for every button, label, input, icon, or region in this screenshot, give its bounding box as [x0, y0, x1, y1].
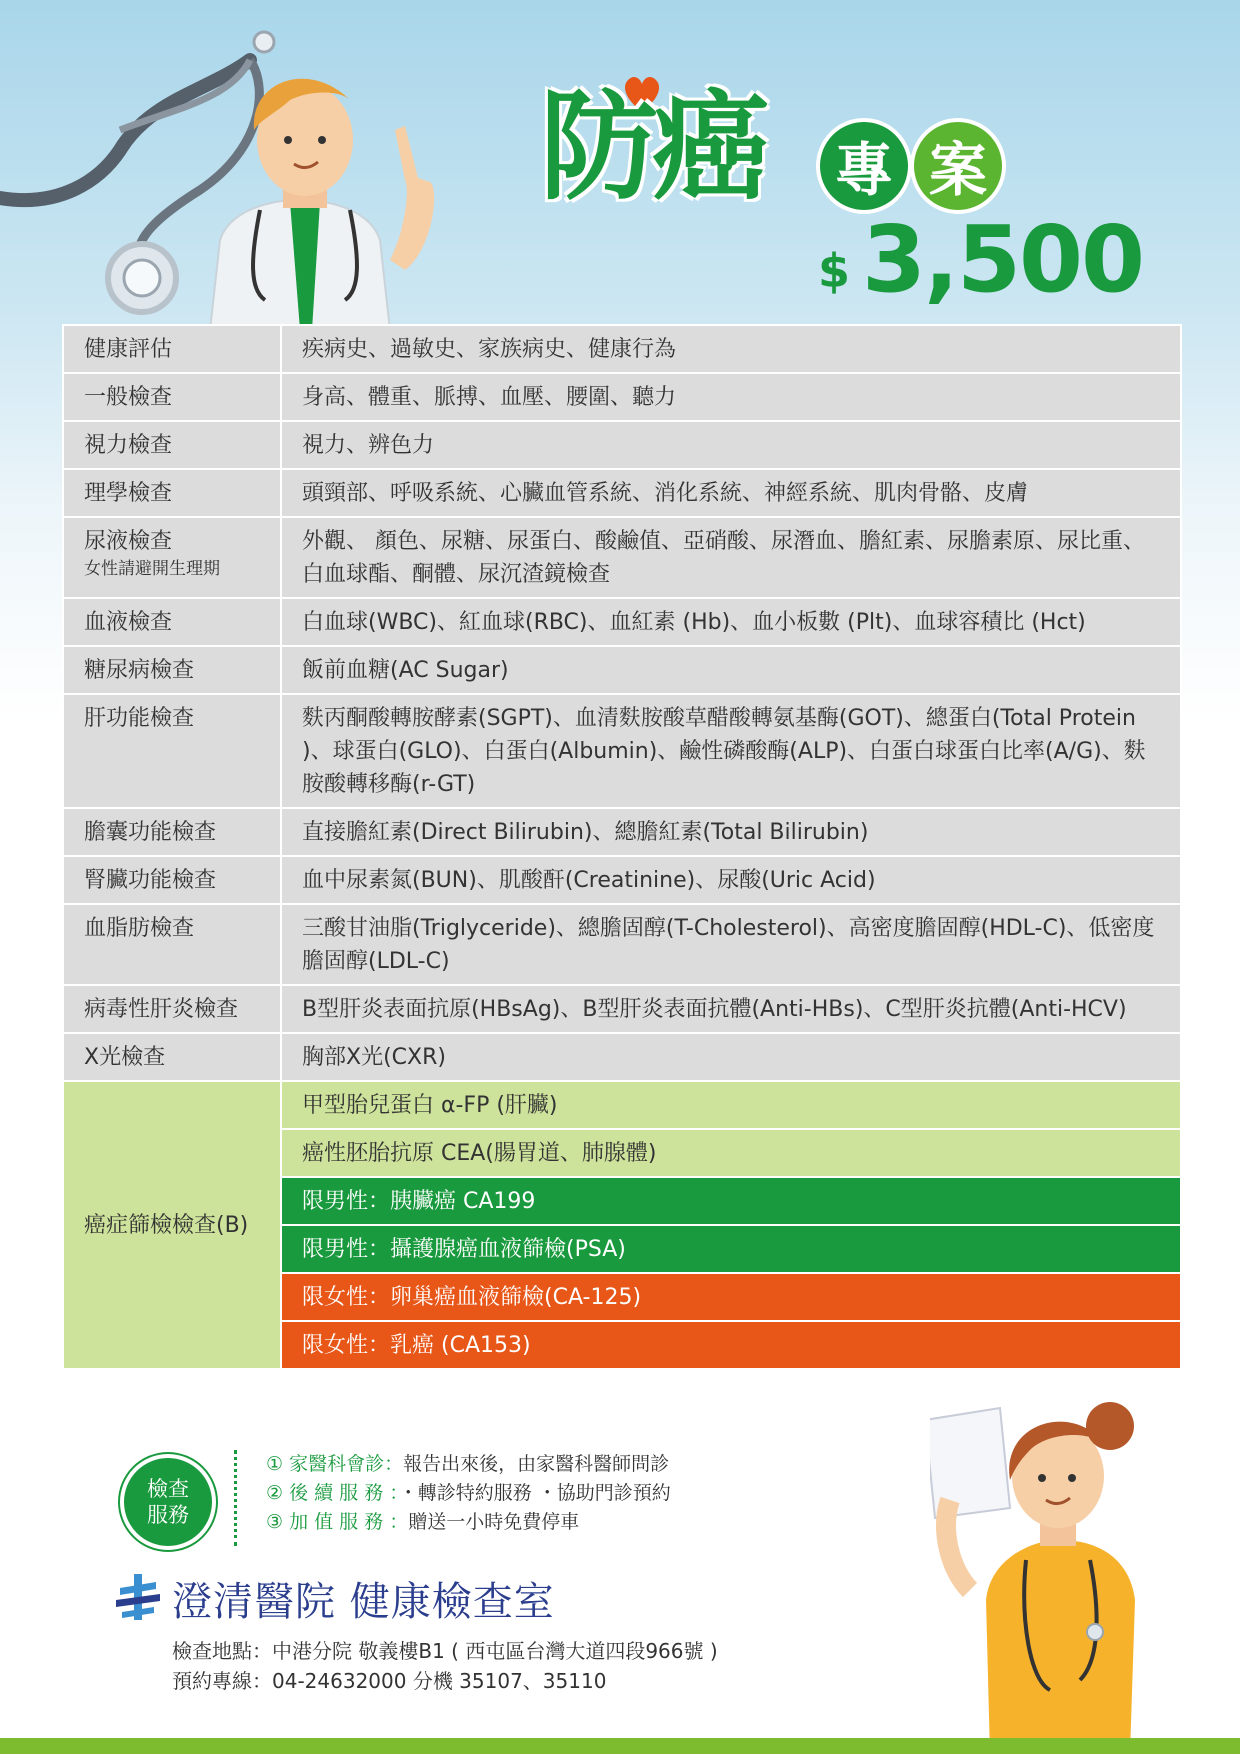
table-row	[63, 694, 1181, 808]
exam-category: 病毒性肝炎檢查	[63, 985, 281, 1033]
service-item: ① 家醫科會診：報告出來後，由家醫科醫師問診	[266, 1453, 670, 1475]
doctor-illustration	[190, 60, 480, 330]
nurse-illustration	[930, 1380, 1190, 1754]
service-item: ② 後 續 服 務 ：・轉診特約服務 ・協助門診預約	[266, 1482, 671, 1504]
exam-items: 疾病史、過敏史、家族病史、健康行為	[281, 325, 1181, 373]
exam-category: 血脂肪檢查	[63, 904, 281, 985]
exam-category: 一般檢查	[63, 373, 281, 421]
table-row	[63, 985, 1181, 1033]
table-row	[63, 808, 1181, 856]
address: 檢查地點：中港分院 敬義樓B1 ( 西屯區台灣大道四段966號 )	[172, 1639, 718, 1663]
table-row	[63, 598, 1181, 646]
exam-items: 飯前血糖(AC Sugar)	[281, 646, 1181, 694]
exam-category: 膽囊功能檢查	[63, 808, 281, 856]
cancer-item: 限男性：攝護腺癌血液篩檢(PSA)	[281, 1225, 1181, 1273]
hospital-logo-icon	[116, 1574, 160, 1620]
table-row	[63, 646, 1181, 694]
exam-items: 身高、體重、脈搏、血壓、腰圍、聽力	[281, 373, 1181, 421]
exam-items: 視力、辨色力	[281, 421, 1181, 469]
cancer-item: 限男性：胰臟癌 CA199	[281, 1177, 1181, 1225]
exam-items: 直接膽紅素(Direct Bilirubin)、總膽紅素(Total Bilirubin)	[281, 808, 1181, 856]
service-divider	[234, 1450, 237, 1546]
exam-items: B型肝炎表面抗原(HBsAg)、B型肝炎表面抗體(Anti-HBs)、C型肝炎抗體(Anti-HCV)	[281, 985, 1181, 1033]
cancer-item: 限女性：卵巢癌血液篩檢(CA-125)	[281, 1273, 1181, 1321]
table-row	[63, 373, 1181, 421]
exam-items: 麩丙酮酸轉胺酵素(SGPT)、血清麩胺酸草醋酸轉氨基酶(GOT)、總蛋白(Total Protein )、球蛋白(GLO)、白蛋白(Albumin)、鹼性磷酸酶(ALP)、白蛋白球蛋白比率(A/G)、麩胺酸轉移酶(r-GT)	[281, 694, 1181, 808]
exam-category: 健康評估	[63, 325, 281, 373]
exam-category: 尿液檢查 女性請避開生理期	[63, 517, 281, 598]
exam-items: 頭頸部、呼吸系統、心臟血管系統、消化系統、神經系統、肌肉骨骼、皮膚	[281, 469, 1181, 517]
exam-items: 三酸甘油脂(Triglyceride)、總膽固醇(T-Cholesterol)、高密度膽固醇(HDL-C)、低密度膽固醇(LDL-C)	[281, 904, 1181, 985]
service-item: ③ 加 值 服 務 ：贈送一小時免費停車	[266, 1511, 580, 1533]
service-badge: 檢查 服務	[120, 1454, 216, 1550]
exam-items: 血中尿素氮(BUN)、肌酸酐(Creatinine)、尿酸(Uric Acid)	[281, 856, 1181, 904]
table-row	[63, 517, 1181, 598]
title-badge-2: 案	[910, 118, 1006, 214]
table-row	[63, 856, 1181, 904]
exam-category: 肝功能檢查	[63, 694, 281, 808]
exam-category: 視力檢查	[63, 421, 281, 469]
table-row	[63, 325, 1181, 373]
cancer-item: 限女性：乳癌 (CA153)	[281, 1321, 1181, 1369]
phone: 預約專線：04-24632000 分機 35107、35110	[172, 1669, 607, 1693]
cancer-row	[63, 1081, 1181, 1129]
bottom-bar	[0, 1738, 1240, 1754]
exam-category: X光檢查	[63, 1033, 281, 1081]
exam-items: 外觀、 顏色、尿糖、尿蛋白、酸鹼值、亞硝酸、尿潛血、膽紅素、尿膽素原、尿比重、白血球酯、酮體、尿沉渣鏡檢查	[281, 517, 1181, 598]
exam-category: 理學檢查	[63, 469, 281, 517]
table-row	[63, 1033, 1181, 1081]
contact-info	[172, 1636, 718, 1696]
page-title: 防癌	[540, 78, 765, 216]
exam-items: 白血球(WBC)、紅血球(RBC)、血紅素 (Hb)、血小板數 (Plt)、血球容積比 (Hct)	[281, 598, 1181, 646]
table-row	[63, 469, 1181, 517]
table-row	[63, 904, 1181, 985]
price-currency: $	[818, 244, 851, 298]
exam-category: 糖尿病檢查	[63, 646, 281, 694]
cancer-item: 甲型胎兒蛋白 α-FP (肝臟)	[281, 1081, 1181, 1129]
hospital-name: 澄清醫院 健康檢查室	[172, 1579, 555, 1625]
exam-category: 腎臟功能檢查	[63, 856, 281, 904]
exam-category-note: 女性請避開生理期	[84, 559, 220, 579]
cancer-category: 癌症篩檢檢查(B)	[63, 1081, 281, 1369]
exam-items: 胸部X光(CXR)	[281, 1033, 1181, 1081]
title-badge-1: 專	[816, 118, 912, 214]
service-list	[266, 1450, 671, 1537]
price-value: 3,500	[862, 206, 1144, 313]
exam-items-table	[62, 324, 1182, 1370]
cancer-item: 癌性胚胎抗原 CEA(腸胃道、肺腺體)	[281, 1129, 1181, 1177]
table-row	[63, 421, 1181, 469]
exam-category: 血液檢查	[63, 598, 281, 646]
